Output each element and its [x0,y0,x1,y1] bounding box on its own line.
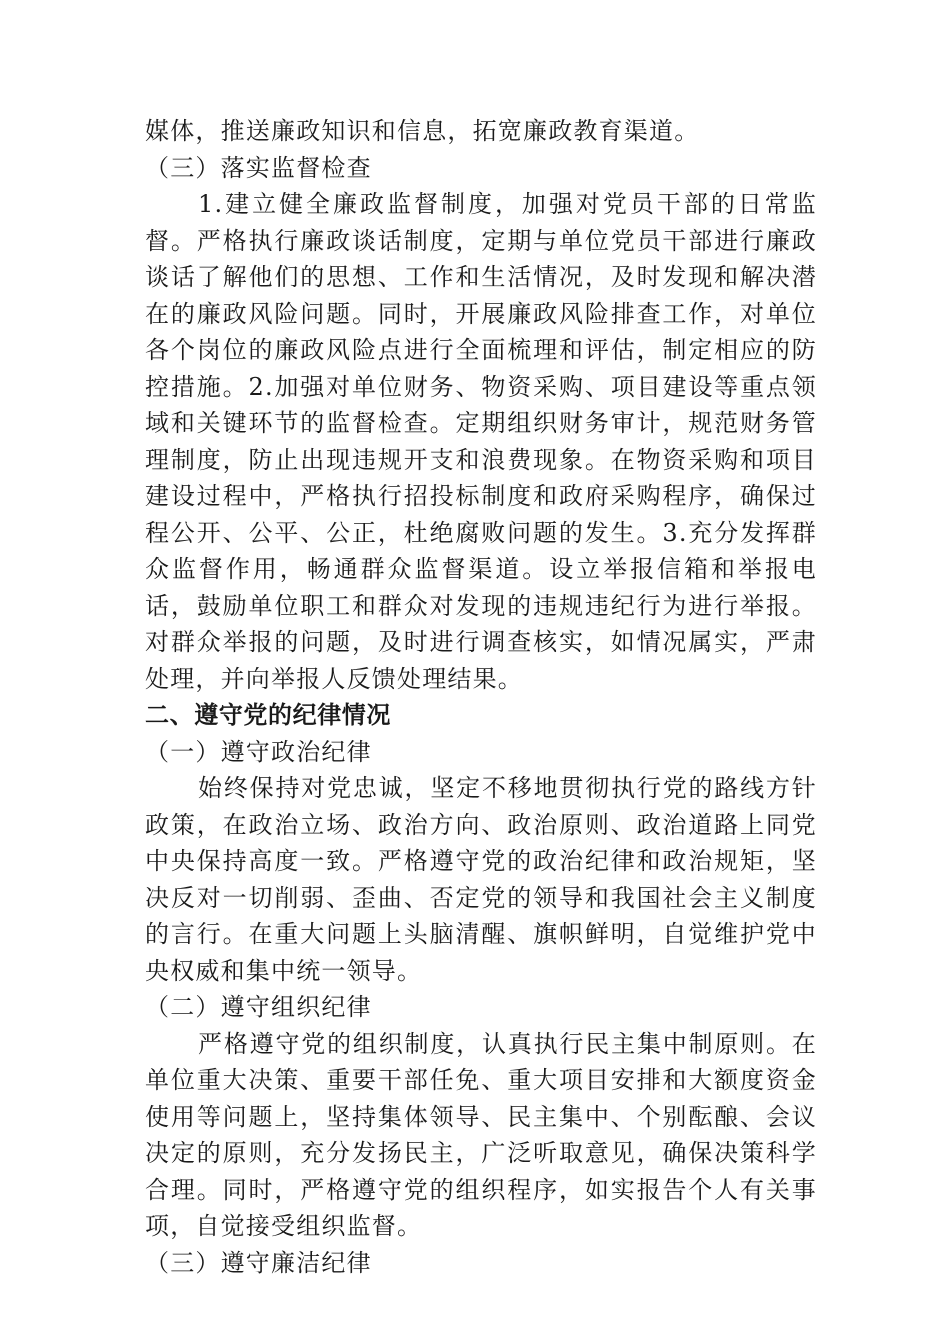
political-discipline-paragraph: 始终保持对党忠诚，坚定不移地贯彻执行党的路线方针政策，在政治立场、政治方向、政治原则、政治道路上同党中央保持高度一致。严格遵守党的政治纪律和政治规矩，坚决反对一切削弱、歪曲、否定党的领导和我国社会主义制度的言行。在重大问题上头脑清醒、旗帜鲜明，自觉维护党中央权威和集中统一领导。 [145,774,817,985]
continuation-paragraph: 媒体，推送廉政知识和信息，拓宽廉政教育渠道。 [145,117,700,145]
document-body [145,113,817,1281]
supervision-paragraph: 1.建立健全廉政监督制度，加强对党员干部的日常监督。严格执行廉政谈话制度，定期与单位党员干部进行廉政谈话了解他们的思想、工作和生活情况，及时发现和解决潜在的廉政风险问题。同时，开展廉政风险排查工作，对单位各个岗位的廉政风险点进行全面梳理和评估，制定相应的防控措施。2.加强对单位财务、物资采购、项目建设等重点领域和关键环节的监督检查。定期组织财务审计，规范财务管理制度，防止出现违规开支和浪费现象。在物资采购和项目建设过程中，严格执行招投标制度和政府采购程序，确保过程公开、公平、公正，杜绝腐败问题的发生。3.充分发挥群众监督作用，畅通群众监督渠道。设立举报信箱和举报电话，鼓励单位职工和群众对发现的违规违纪行为进行举报。对群众举报的问题，及时进行调查核实，如情况属实，严肃处理，并向举报人反馈处理结果。 [145,190,817,693]
subheading-political-discipline: （一）遵守政治纪律 [145,737,372,766]
section-two-heading: 二、遵守党的纪律情况 [145,701,391,729]
subheading-supervision: （三）落实监督检查 [145,153,372,182]
subheading-organization-discipline: （二）遵守组织纪律 [145,993,372,1021]
organization-discipline-paragraph: 严格遵守党的组织制度，认真执行民主集中制原则。在单位重大决策、重要干部任免、重大项目安排和大额度资金使用等问题上，坚持集体领导、民主集中、个别酝酿、会议决定的原则，充分发扬民主，广泛听取意见，确保决策科学合理。同时，严格遵守党的组织程序，如实报告个人有关事项，自觉接受组织监督。 [145,1029,817,1240]
subheading-integrity-discipline: （三）遵守廉洁纪律 [145,1248,372,1277]
